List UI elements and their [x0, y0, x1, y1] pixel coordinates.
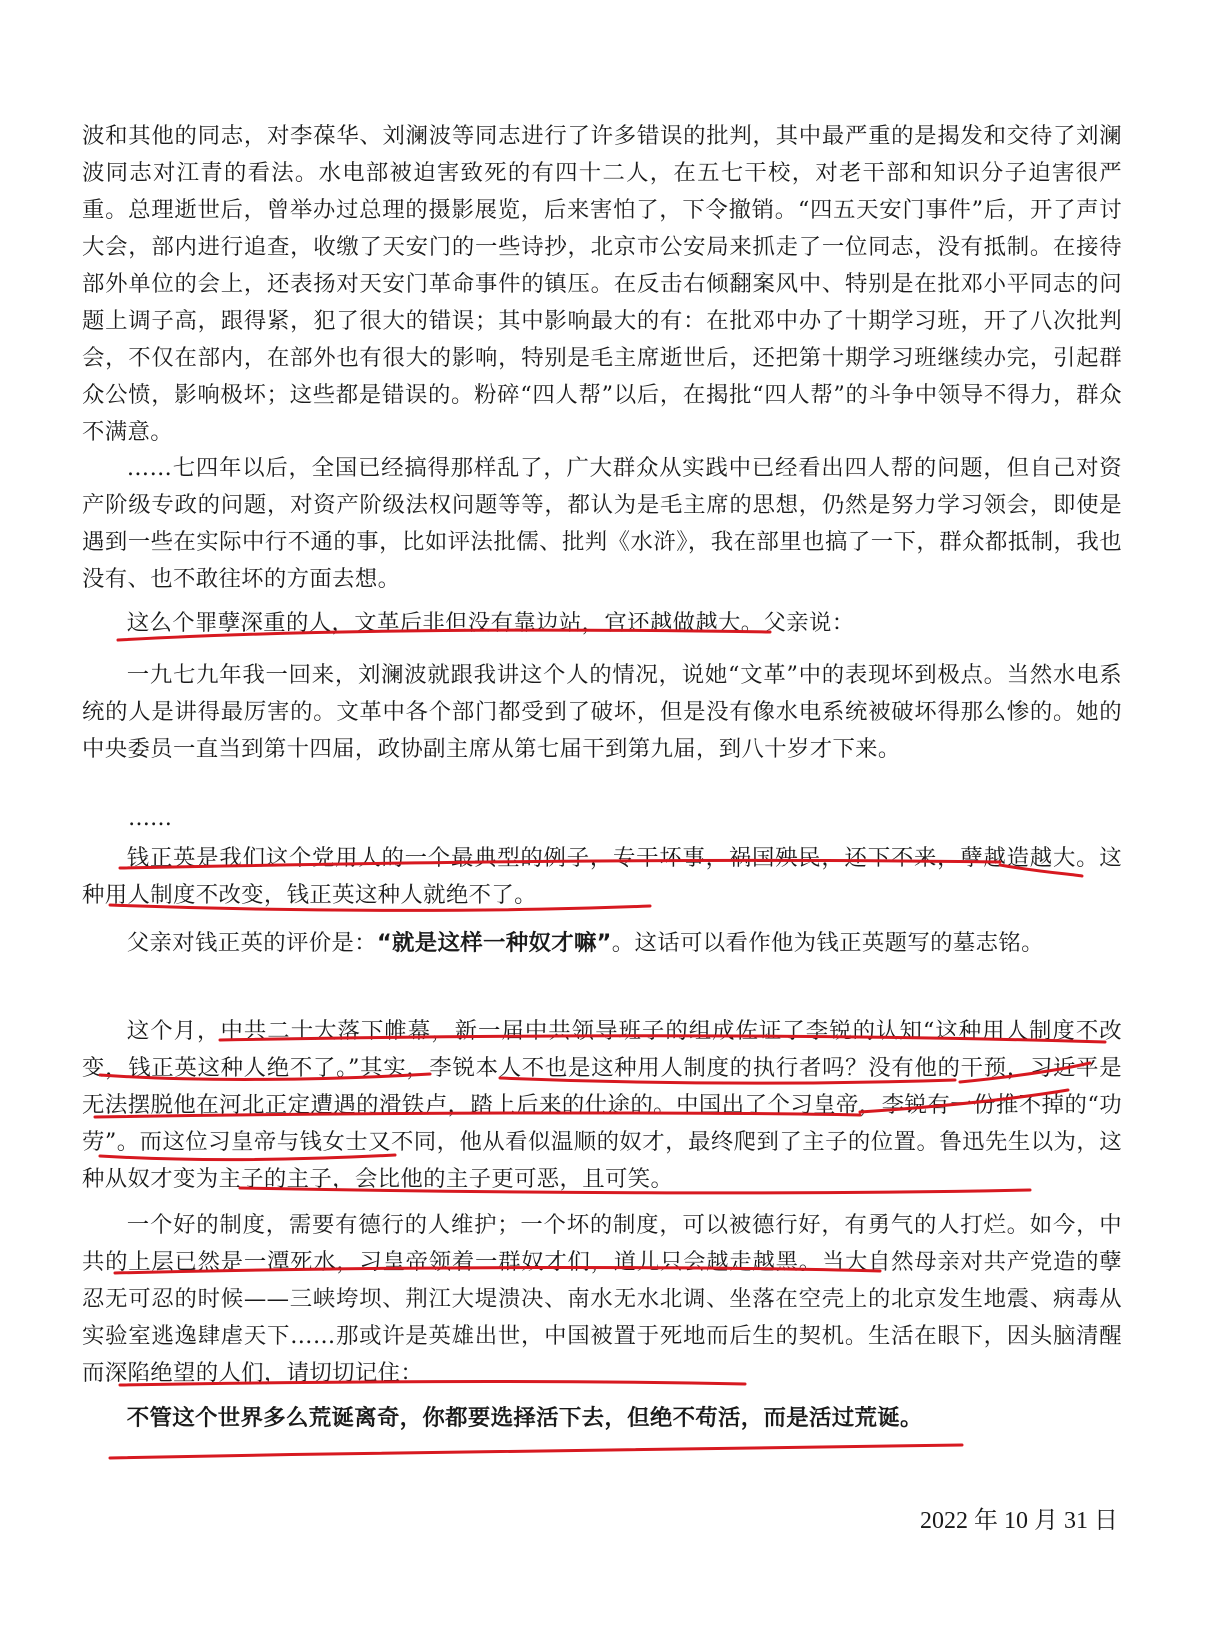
body-text: ……七四年以后，全国已经搞得那样乱了，广大群众从实践中已经看出四人帮的问题，但自己对资产阶级专政的问题，对资产阶级法权问题等等，都认为是毛主席的思想，仍然是努力学习领会，即使是遇到一些在实际中行不通的事，比如评法批儒、批判《水浒》，我在部里也搞了一下，群众都抵制，我也没有、也不敢往坏的方面去想。 [82, 455, 1122, 592]
body-text: 这么个罪孽深重的人，文革后非但没有靠边站，官还越做越大。父亲说： [126, 610, 855, 636]
paragraph-closing-exhortation [82, 1400, 1122, 1437]
closing-bold-text: 不管这个世界多么荒诞离奇，你都要选择活下去，但绝不苟活，而是活过荒诞。 [126, 1405, 923, 1431]
paragraph-father-evaluation [82, 925, 1122, 962]
paragraph-quote-1979 [82, 657, 1122, 768]
paragraph-quote-self-criticism [82, 118, 1122, 451]
evaluation-tail: 。这话可以看作他为钱正英题写的墓志铭。 [611, 930, 1044, 956]
ellipsis-line [82, 800, 1122, 837]
date-line: 2022 年 10 月 31 日 [920, 1508, 1118, 1534]
body-text: 波和其他的同志，对李葆华、刘澜波等同志进行了许多错误的批判，其中最严重的是揭发和交待了刘澜波同志对江青的看法。水电部被迫害致死的有四十二人，在五七干校，对老干部和知识分子迫害很严重。总理逝世后，曾举办过总理的摄影展览，后来害怕了，下令撤销。“四五天安门事件”后，开了声讨大会，部内进行追查，收缴了天安门的一些诗抄，北京市公安局来抓走了一位同志，没有抵制。在接待部外单位的会上，还表扬对天安门革命事件的镇压。在反击右倾翻案风中、特别是在批邓小平同志的问题上调子高，跟得紧，犯了很大的错误；其中影响最大的有：在批邓中办了十期学习班，开了八次批判会，不仅在部内，在部外也有很大的影响，特别是毛主席逝世后，还把第十期学习班继续办完，引起群众公愤，影响极坏；这些都是错误的。粉碎“四人帮”以后，在揭批“四人帮”的斗争中领导不得力，群众不满意。 [82, 123, 1122, 445]
body-text: 这个月，中共二十大落下帷幕，新一届中共领导班子的组成佐证了李锐的认知“这种用人制度不改变，钱正英这种人绝不了。”其实，李锐本人不也是这种用人制度的执行者吗？没有他的干预，习近平是无法摆脱他在河北正定遭遇的滑铁卢，踏上后来的仕途的。中国出了个习皇帝，李锐有一份推不掉的“功劳”。而这位习皇帝与钱女士又不同，他从看似温顺的奴才，最终爬到了主子的位置。鲁迅先生以为，这种从奴才变为主子的主子，会比他的主子更可恶，且可笑。 [82, 1018, 1122, 1192]
paragraph-quote-seventy-four [82, 450, 1122, 598]
evaluation-quote: “就是这样一种奴才嘛” [376, 930, 612, 956]
body-text: 钱正英是我们这个党用人的一个最典型的例子，专干坏事，祸国殃民，还下不来，孽越造越大。这种用人制度不改变，钱正英这种人就绝不了。 [82, 845, 1122, 908]
body-text: 一九七九年我一回来，刘澜波就跟我讲这个人的情况，说她“文革”中的表现坏到极点。当然水电系统的人是讲得最厉害的。文革中各个部门都受到了破坏，但是没有像水电系统被破坏得那么惨的。她的中央委员一直当到第十四届，政协副主席从第七届干到第九届，到八十岁才下来。 [82, 662, 1122, 762]
paragraph-good-and-bad-system [82, 1207, 1122, 1392]
underline-mark [110, 1445, 962, 1458]
paragraph-father-says [82, 605, 1122, 642]
body-text [82, 925, 1122, 962]
paragraph-twentieth-congress [82, 1013, 1122, 1198]
body-text: 一个好的制度，需要有德行的人维护；一个坏的制度，可以被德行好，有勇气的人打烂。如今，中共的上层已然是一潭死水，习皇帝领着一群奴才们，道儿只会越走越黑。当大自然母亲对共产党造的孽忍无可忍的时候——三峡垮坝、荆江大堤溃决、南水无水北调、坐落在空壳上的北京发生地震、病毒从实验室逃逸肆虐天下……那或许是英雄出世，中国被置于死地而后生的契机。生活在眼下，因头脑清醒而深陷绝望的人们，请切切记住： [82, 1212, 1122, 1386]
ellipsis-text: …… [128, 806, 172, 831]
evaluation-lead: 父亲对钱正英的评价是： [126, 930, 377, 956]
paragraph-quote-qian-zhengying [82, 840, 1122, 914]
